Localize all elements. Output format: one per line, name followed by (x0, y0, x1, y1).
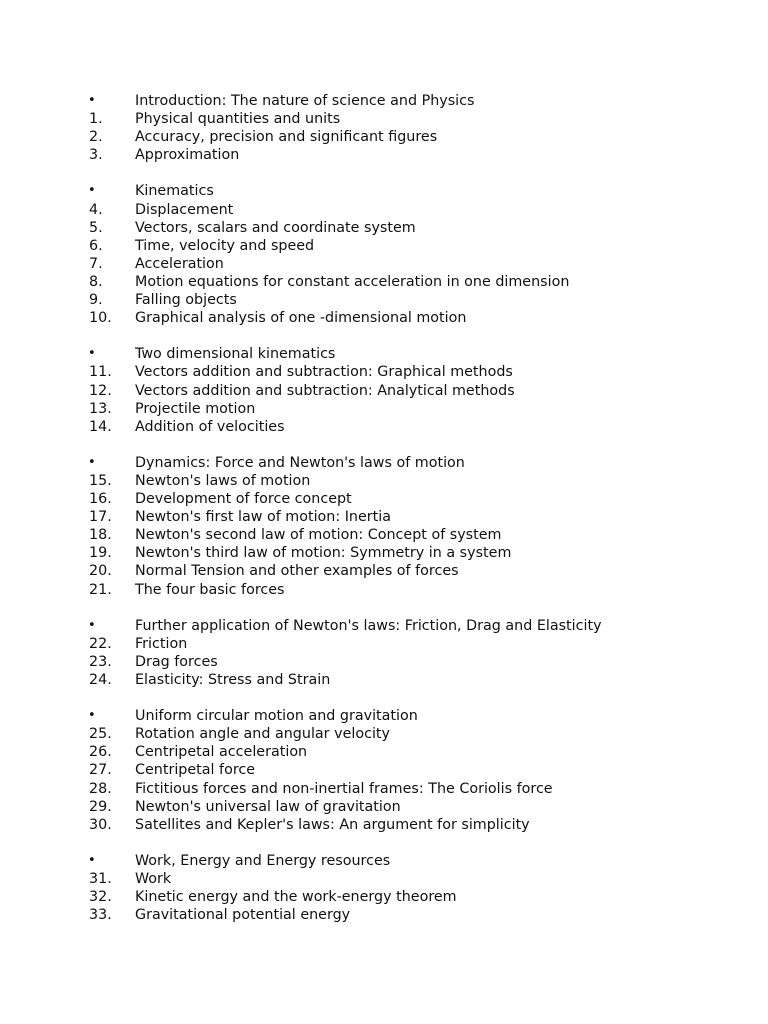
item-text: Satellites and Kepler's laws: An argument for simplicity (135, 816, 530, 833)
item-number: 24. (89, 672, 112, 688)
section-heading-text: Dynamics: Force and Newton's laws of motion (135, 454, 465, 471)
list-item (0, 906, 768, 924)
bullet-marker: • (88, 183, 96, 199)
item-number: 16. (89, 491, 112, 508)
outline-section (0, 617, 768, 689)
bullet-marker: • (88, 93, 96, 108)
item-text: Accuracy, precision and significant figures (135, 129, 438, 146)
item-number: 5. (89, 219, 103, 236)
item-number: 25. (89, 726, 112, 743)
list-item (0, 526, 768, 544)
item-text: Motion equations for constant acceleration in one dimension (135, 273, 570, 290)
outline-section (0, 92, 768, 164)
item-number: 18. (89, 527, 112, 544)
list-item (0, 888, 768, 906)
list-item (0, 870, 768, 888)
item-number: 28. (89, 780, 112, 797)
section-heading (0, 617, 768, 635)
list-item (0, 219, 768, 237)
item-number: 27. (89, 762, 112, 779)
item-text: Physical quantities and units (135, 111, 341, 128)
list-item (0, 110, 768, 128)
list-item (0, 418, 768, 436)
item-number: 32. (89, 889, 112, 906)
item-text: Newton's universal law of gravitation (135, 798, 401, 815)
list-item (0, 400, 768, 418)
item-number: 20. (89, 563, 112, 580)
list-item (0, 508, 768, 526)
item-number: 12. (89, 382, 112, 399)
list-item (0, 291, 768, 309)
item-text: The four basic forces (135, 581, 285, 598)
list-item (0, 382, 768, 400)
item-number: 8. (89, 273, 103, 290)
item-text: Acceleration (135, 255, 224, 272)
section-heading-text: Further application of Newton's laws: Friction, Drag and Elasticity (135, 617, 602, 634)
item-text: Newton's second law of motion: Concept of system (135, 527, 502, 544)
section-heading (0, 182, 768, 200)
item-number: 14. (89, 418, 112, 435)
item-text: Time, velocity and speed (135, 237, 315, 254)
item-text: Vectors addition and subtraction: Analytical methods (135, 382, 515, 399)
section-heading (0, 92, 768, 110)
list-item (0, 544, 768, 562)
item-text: Elasticity: Stress and Strain (135, 672, 331, 688)
bullet-marker: • (88, 454, 96, 470)
item-text: Centripetal force (135, 762, 256, 779)
item-text: Gravitational potential energy (135, 907, 351, 924)
section-heading-text: Uniform circular motion and gravitation (135, 708, 418, 725)
bullet-marker: • (88, 708, 96, 724)
item-number: 33. (89, 907, 112, 924)
item-number: 2. (89, 129, 103, 146)
item-text: Newton's laws of motion (135, 472, 311, 489)
bullet-marker: • (88, 617, 96, 633)
item-number: 30. (89, 816, 112, 833)
outline-section (0, 454, 768, 599)
list-item (0, 798, 768, 816)
list-item (0, 816, 768, 834)
item-text: Approximation (135, 147, 240, 164)
section-heading (0, 852, 768, 870)
item-number: 15. (89, 472, 112, 489)
list-item (0, 255, 768, 273)
outline-section (0, 182, 768, 327)
item-number: 9. (89, 292, 103, 309)
item-text: Normal Tension and other examples of forces (135, 563, 459, 580)
item-text: Fictitious forces and non-inertial frames: The Coriolis force (135, 780, 553, 797)
item-text: Development of force concept (135, 491, 352, 508)
item-text: Falling objects (135, 292, 237, 309)
list-item (0, 128, 768, 146)
section-heading-text: Introduction: The nature of science and Physics (135, 93, 475, 109)
section-heading (0, 707, 768, 725)
section-heading (0, 454, 768, 472)
item-number: 19. (89, 545, 112, 562)
item-number: 3. (89, 147, 103, 164)
outline-section (0, 852, 768, 924)
list-item (0, 653, 768, 671)
outline-section (0, 707, 768, 834)
list-item (0, 635, 768, 653)
item-number: 17. (89, 509, 112, 526)
item-text: Friction (135, 635, 188, 652)
item-number: 13. (89, 400, 112, 417)
item-text: Rotation angle and angular velocity (135, 726, 390, 743)
item-number: 7. (89, 255, 103, 272)
item-text: Kinetic energy and the work-energy theorem (135, 889, 457, 906)
list-item (0, 671, 768, 689)
item-text: Newton's first law of motion: Inertia (135, 509, 392, 526)
item-text: Projectile motion (135, 400, 256, 417)
item-number: 4. (89, 201, 103, 218)
list-item (0, 562, 768, 580)
item-number: 21. (89, 581, 112, 598)
list-item (0, 490, 768, 508)
item-text: Displacement (135, 201, 234, 218)
item-number: 11. (89, 364, 112, 381)
item-text: Vectors addition and subtraction: Graphical methods (135, 364, 513, 381)
section-heading (0, 345, 768, 363)
list-item (0, 201, 768, 219)
item-number: 10. (89, 310, 112, 327)
list-item (0, 237, 768, 255)
item-number: 23. (89, 653, 112, 670)
item-text: Newton's third law of motion: Symmetry in a system (135, 545, 512, 562)
section-heading-text: Work, Energy and Energy resources (135, 852, 391, 869)
item-text: Graphical analysis of one -dimensional motion (135, 310, 467, 327)
item-text: Work (135, 871, 172, 888)
list-item (0, 309, 768, 327)
outline-section (0, 345, 768, 435)
list-item (0, 761, 768, 779)
list-item (0, 146, 768, 164)
item-text: Drag forces (135, 653, 218, 670)
item-number: 6. (89, 237, 103, 254)
bullet-marker: • (88, 346, 96, 362)
item-text: Centripetal acceleration (135, 744, 308, 761)
list-item (0, 273, 768, 291)
topic-outline (0, 92, 768, 942)
list-item (0, 743, 768, 761)
item-number: 1. (89, 111, 103, 128)
list-item (0, 725, 768, 743)
list-item (0, 363, 768, 381)
item-text: Vectors, scalars and coordinate system (135, 219, 416, 236)
section-heading-text: Two dimensional kinematics (135, 346, 336, 363)
item-text: Addition of velocities (135, 418, 285, 435)
list-item (0, 581, 768, 599)
item-number: 22. (89, 635, 112, 652)
list-item (0, 780, 768, 798)
item-number: 31. (89, 871, 112, 888)
item-number: 26. (89, 744, 112, 761)
section-heading-text: Kinematics (135, 183, 214, 200)
item-number: 29. (89, 798, 112, 815)
bullet-marker: • (88, 852, 96, 868)
list-item (0, 472, 768, 490)
